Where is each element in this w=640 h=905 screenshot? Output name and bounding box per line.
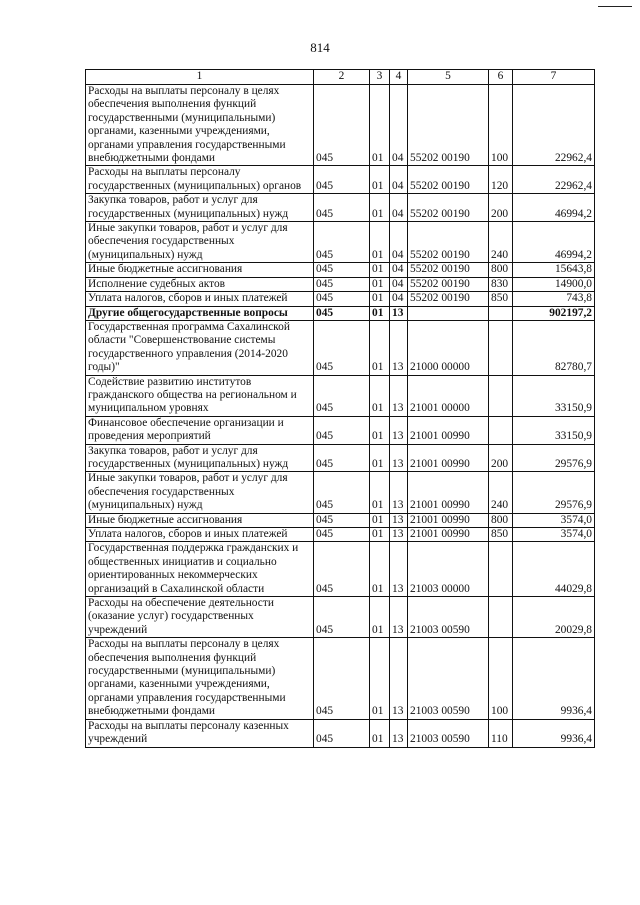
col-6: 850: [489, 528, 513, 542]
col-4: 04: [390, 222, 408, 263]
col-5: 55202 00190: [408, 85, 489, 166]
col-5: 21001 00990: [408, 444, 489, 472]
row-name: Расходы на выплаты персоналу государственных (муниципальных) органов: [86, 166, 314, 194]
header-col-6: 6: [489, 70, 513, 85]
table-row: [86, 542, 595, 597]
col-4: 13: [390, 542, 408, 597]
row-name: Иные бюджетные ассигнования: [86, 513, 314, 527]
col-3: 01: [370, 263, 390, 277]
col-7: 743,8: [513, 292, 595, 306]
col-6: 850: [489, 292, 513, 306]
col-2: 045: [314, 166, 370, 194]
row-name: Закупка товаров, работ и услуг для государственных (муниципальных) нужд: [86, 444, 314, 472]
col-2: 045: [314, 222, 370, 263]
col-2: 045: [314, 638, 370, 719]
col-6: [489, 320, 513, 375]
col-5: 55202 00190: [408, 263, 489, 277]
col-2: 045: [314, 194, 370, 222]
col-7: 33150,9: [513, 416, 595, 444]
row-name: Уплата налогов, сборов и иных платежей: [86, 528, 314, 542]
col-3: 01: [370, 320, 390, 375]
col-6: 110: [489, 719, 513, 747]
col-3: 01: [370, 416, 390, 444]
col-2: 045: [314, 597, 370, 638]
col-2: 045: [314, 528, 370, 542]
header-col-7: 7: [513, 70, 595, 85]
row-name: Расходы на выплаты персоналу в целях обеспечения выполнения функций государственными (муниципальными) органами, казенными учреждениями, органами управления государственными внебюджетными фондами: [86, 85, 314, 166]
col-4: 13: [390, 513, 408, 527]
col-5: 21001 00990: [408, 528, 489, 542]
row-name: Другие общегосударственные вопросы: [86, 306, 314, 320]
col-3: 01: [370, 85, 390, 166]
col-7: 82780,7: [513, 320, 595, 375]
col-2: 045: [314, 513, 370, 527]
col-4: 04: [390, 85, 408, 166]
col-6: [489, 416, 513, 444]
col-2: 045: [314, 472, 370, 513]
table-row: [86, 416, 595, 444]
col-5: 21003 00590: [408, 638, 489, 719]
col-4: 04: [390, 194, 408, 222]
col-3: 01: [370, 542, 390, 597]
col-5: 21001 00990: [408, 416, 489, 444]
col-5: 21003 00590: [408, 719, 489, 747]
col-4: 13: [390, 416, 408, 444]
col-3: 01: [370, 166, 390, 194]
col-7: 29576,9: [513, 472, 595, 513]
col-6: [489, 597, 513, 638]
col-3: 01: [370, 306, 390, 320]
col-7: 22962,4: [513, 166, 595, 194]
col-2: 045: [314, 416, 370, 444]
col-7: 46994,2: [513, 194, 595, 222]
col-4: 13: [390, 597, 408, 638]
header-col-3: 3: [370, 70, 390, 85]
col-7: 9936,4: [513, 719, 595, 747]
table-row: [86, 166, 595, 194]
col-2: 045: [314, 306, 370, 320]
table-row: [86, 513, 595, 527]
col-3: 01: [370, 472, 390, 513]
col-7: 22962,4: [513, 85, 595, 166]
col-3: 01: [370, 194, 390, 222]
table-row: [86, 320, 595, 375]
col-2: 045: [314, 85, 370, 166]
table-row: [86, 263, 595, 277]
col-6: 830: [489, 277, 513, 291]
col-6: 800: [489, 513, 513, 527]
col-5: 21000 00000: [408, 320, 489, 375]
row-name: Закупка товаров, работ и услуг для государственных (муниципальных) нужд: [86, 194, 314, 222]
row-name: Расходы на обеспечение деятельности (оказание услуг) государственных учреждений: [86, 597, 314, 638]
table-row: [86, 597, 595, 638]
col-5: [408, 306, 489, 320]
table-row: [86, 638, 595, 719]
row-name: Государственная поддержка гражданских и общественных инициатив и социально ориентированных некоммерческих организаций в Сахалинской области: [86, 542, 314, 597]
col-3: 01: [370, 597, 390, 638]
col-2: 045: [314, 277, 370, 291]
col-2: 045: [314, 263, 370, 277]
col-4: 13: [390, 528, 408, 542]
col-2: 045: [314, 292, 370, 306]
col-2: 045: [314, 375, 370, 416]
page-number: 814: [310, 40, 330, 55]
col-3: 01: [370, 513, 390, 527]
col-4: 04: [390, 292, 408, 306]
col-7: 902197,2: [513, 306, 595, 320]
col-5: 21001 00990: [408, 513, 489, 527]
col-5: 21003 00590: [408, 597, 489, 638]
header-col-5: 5: [408, 70, 489, 85]
col-4: 13: [390, 638, 408, 719]
row-name: Содействие развитию институтов гражданского общества на региональном и муниципальном уровнях: [86, 375, 314, 416]
table-row: [86, 194, 595, 222]
col-4: 13: [390, 375, 408, 416]
table-row: [86, 472, 595, 513]
col-3: 01: [370, 719, 390, 747]
col-7: 33150,9: [513, 375, 595, 416]
row-name: Иные бюджетные ассигнования: [86, 263, 314, 277]
col-6: 200: [489, 444, 513, 472]
table-row: [86, 444, 595, 472]
table-row: [86, 85, 595, 166]
col-6: 100: [489, 638, 513, 719]
row-name: Государственная программа Сахалинской области "Совершенствование системы государственного управления (2014-2020 годы)": [86, 320, 314, 375]
row-name: Иные закупки товаров, работ и услуг для обеспечения государственных (муниципальных) нужд: [86, 222, 314, 263]
col-7: 20029,8: [513, 597, 595, 638]
header-col-2: 2: [314, 70, 370, 85]
col-6: [489, 375, 513, 416]
col-4: 13: [390, 719, 408, 747]
col-6: 240: [489, 472, 513, 513]
col-5: 55202 00190: [408, 277, 489, 291]
col-4: 04: [390, 263, 408, 277]
col-5: 55202 00190: [408, 222, 489, 263]
col-7: 9936,4: [513, 638, 595, 719]
row-name: Уплата налогов, сборов и иных платежей: [86, 292, 314, 306]
col-2: 045: [314, 542, 370, 597]
header-col-1: 1: [86, 70, 314, 85]
table-row: [86, 292, 595, 306]
col-6: 200: [489, 194, 513, 222]
col-7: 44029,8: [513, 542, 595, 597]
col-6: 800: [489, 263, 513, 277]
col-4: 13: [390, 472, 408, 513]
col-2: 045: [314, 320, 370, 375]
col-6: 100: [489, 85, 513, 166]
col-3: 01: [370, 222, 390, 263]
col-5: 21003 00000: [408, 542, 489, 597]
col-3: 01: [370, 375, 390, 416]
table-row: [86, 719, 595, 747]
col-7: 3574,0: [513, 513, 595, 527]
col-7: 3574,0: [513, 528, 595, 542]
col-3: 01: [370, 638, 390, 719]
col-4: 13: [390, 306, 408, 320]
col-4: 13: [390, 320, 408, 375]
table-row: [86, 222, 595, 263]
table-row-section: [86, 306, 595, 320]
col-6: 120: [489, 166, 513, 194]
col-3: 01: [370, 444, 390, 472]
col-7: 14900,0: [513, 277, 595, 291]
table-row: [86, 277, 595, 291]
col-7: 29576,9: [513, 444, 595, 472]
col-7: 46994,2: [513, 222, 595, 263]
table-row: [86, 375, 595, 416]
col-6: 240: [489, 222, 513, 263]
row-name: Расходы на выплаты персоналу в целях обеспечения выполнения функций государственными (муниципальными) органами, казенными учреждениями, органами управления государственными внебюджетными фондами: [86, 638, 314, 719]
col-2: 045: [314, 444, 370, 472]
col-7: 15643,8: [513, 263, 595, 277]
col-5: 55202 00190: [408, 292, 489, 306]
col-3: 01: [370, 528, 390, 542]
col-5: 21001 00000: [408, 375, 489, 416]
col-3: 01: [370, 292, 390, 306]
col-4: 13: [390, 444, 408, 472]
row-name: Иные закупки товаров, работ и услуг для обеспечения государственных (муниципальных) нужд: [86, 472, 314, 513]
col-5: 55202 00190: [408, 166, 489, 194]
top-edge-line: [598, 6, 632, 7]
col-4: 04: [390, 166, 408, 194]
row-name: Финансовое обеспечение организации и проведения мероприятий: [86, 416, 314, 444]
col-5: 55202 00190: [408, 194, 489, 222]
row-name: Исполнение судебных актов: [86, 277, 314, 291]
col-2: 045: [314, 719, 370, 747]
header-col-4: 4: [390, 70, 408, 85]
budget-table: [85, 69, 595, 748]
col-3: 01: [370, 277, 390, 291]
col-6: [489, 542, 513, 597]
col-4: 04: [390, 277, 408, 291]
header-row: [86, 70, 595, 85]
row-name: Расходы на выплаты персоналу казенных учреждений: [86, 719, 314, 747]
table-row: [86, 528, 595, 542]
col-5: 21001 00990: [408, 472, 489, 513]
col-6: [489, 306, 513, 320]
